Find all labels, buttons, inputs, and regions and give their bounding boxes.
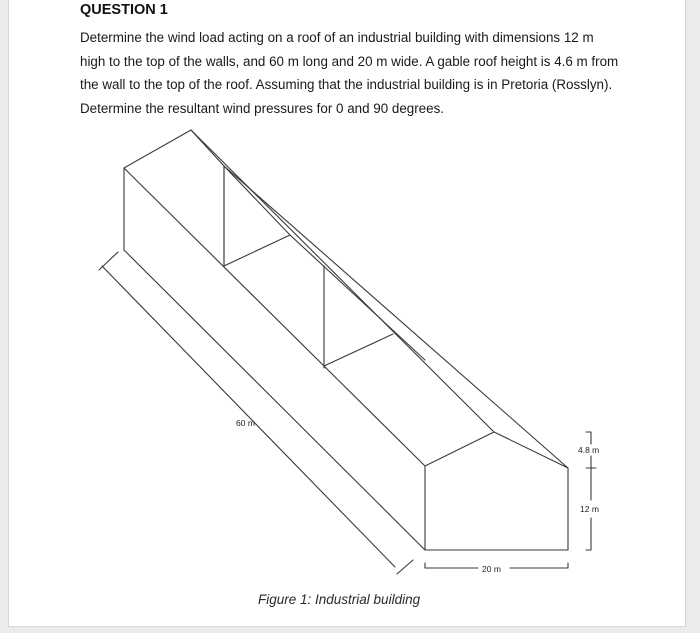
question-title: QUESTION 1: [80, 2, 168, 18]
length-label: 60 m: [236, 418, 255, 428]
roof-height-dimension-top: [586, 432, 591, 444]
length-dimension-line: [102, 266, 395, 567]
roof-back-eave-line: [224, 166, 568, 468]
length-dimension-tick-end: [397, 560, 413, 574]
roof-frame-2: [324, 334, 393, 366]
roof-frame-1: [224, 235, 290, 266]
roof-height-label: 4.8 m: [578, 445, 600, 455]
width-dimension-line-left: [425, 563, 478, 568]
length-dimension-tick-start: [99, 252, 118, 270]
roof-ridge-line: [191, 130, 494, 432]
wall-base-line: [124, 250, 425, 550]
wall-height-label: 12 m: [580, 504, 599, 514]
figure-caption: Figure 1: Industrial building: [258, 592, 421, 607]
width-label: 20 m: [482, 564, 501, 574]
roof-side-line: [290, 235, 425, 360]
wall-height-dimension-bottom: [586, 518, 591, 550]
question-text: Determine the wind load acting on a roof of an industrial building with dimensions 12 m high to the top of the walls, and 60 m long and 20 m wide. A gable roof height is 4.6 m from the wall to the top of the roof. Assuming that the industrial building is in Pretoria (Rosslyn). Determine the resultant wind pressures for 0 and 90 degrees.: [80, 30, 619, 116]
width-dimension-line-right: [510, 563, 568, 568]
